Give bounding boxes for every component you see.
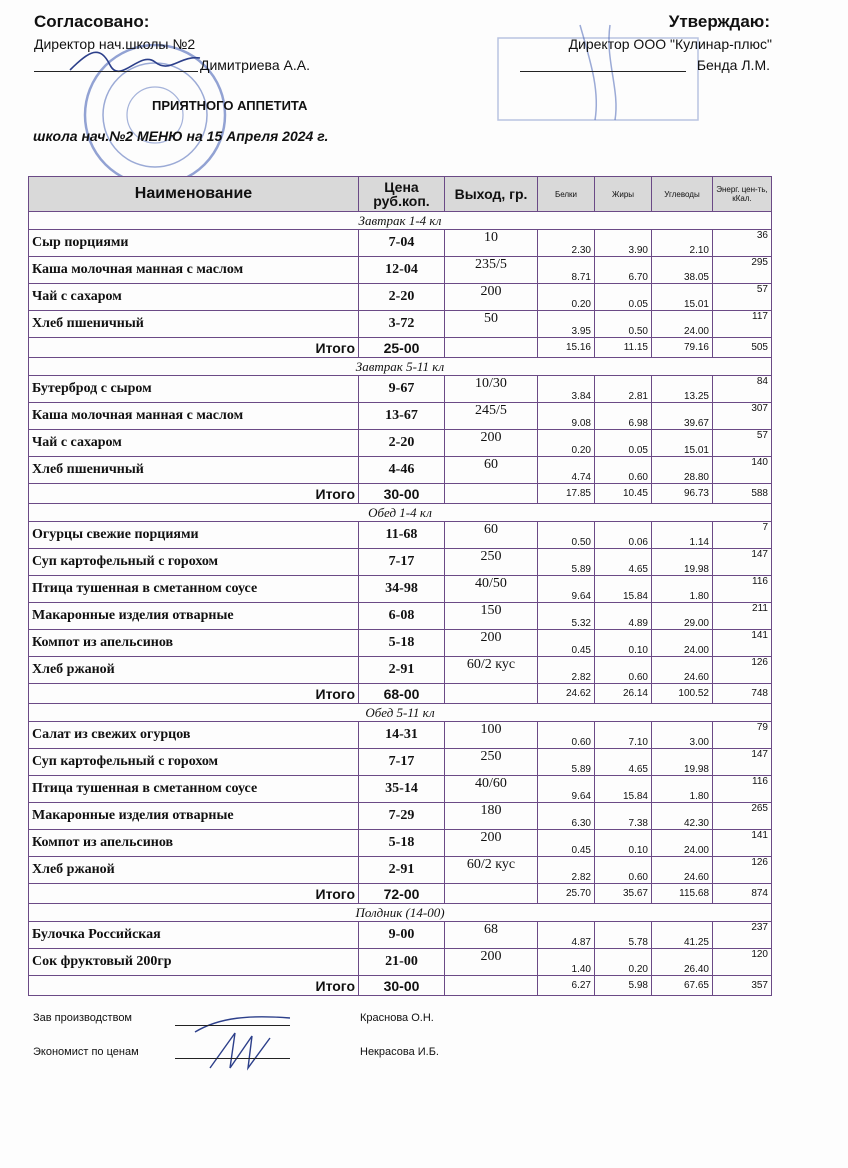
carbs: 24.60 — [652, 857, 713, 884]
section-title: Обед 5-11 кл — [29, 704, 772, 722]
fat: 0.20 — [595, 949, 652, 976]
fat: 3.90 — [595, 230, 652, 257]
total-fat: 35.67 — [595, 884, 652, 904]
price: 2-20 — [359, 430, 445, 457]
price: 9-67 — [359, 376, 445, 403]
price: 34-98 — [359, 576, 445, 603]
footer-name-1: Краснова О.Н. — [360, 1012, 434, 1024]
total-protein: 6.27 — [538, 976, 595, 996]
energy: 36 — [713, 230, 772, 257]
total-fat: 26.14 — [595, 684, 652, 704]
approval-left-title: Согласовано: — [34, 12, 150, 31]
carbs: 1.80 — [652, 576, 713, 603]
total-fat: 5.98 — [595, 976, 652, 996]
footer-signature-line-1 — [175, 1025, 290, 1026]
carbs: 13.25 — [652, 376, 713, 403]
yield: 68 — [445, 922, 538, 949]
carbs: 24.60 — [652, 657, 713, 684]
protein: 0.20 — [538, 284, 595, 311]
energy: 265 — [713, 803, 772, 830]
yield: 50 — [445, 311, 538, 338]
dish-name: Бутерброд с сыром — [29, 376, 359, 403]
dish-name: Чай с сахаром — [29, 430, 359, 457]
price: 14-31 — [359, 722, 445, 749]
energy: 116 — [713, 576, 772, 603]
approval-left-position: Директор нач.школы №2 — [34, 36, 196, 52]
protein: 9.64 — [538, 776, 595, 803]
fat: 0.50 — [595, 311, 652, 338]
protein: 6.30 — [538, 803, 595, 830]
energy: 126 — [713, 857, 772, 884]
yield: 60 — [445, 522, 538, 549]
yield: 200 — [445, 430, 538, 457]
column-header-protein: Белки — [538, 177, 595, 212]
table-row — [29, 230, 772, 257]
energy: 141 — [713, 830, 772, 857]
protein: 5.89 — [538, 749, 595, 776]
energy: 307 — [713, 403, 772, 430]
carbs: 15.01 — [652, 284, 713, 311]
approval-right-position: Директор ООО "Кулинар-плюс" — [568, 36, 772, 52]
menu-title: школа нач.№2 МЕНЮ на 15 Апреля 2024 г. — [33, 128, 329, 144]
energy: 147 — [713, 549, 772, 576]
total-price: 30-00 — [359, 976, 445, 996]
total-carbs: 96.73 — [652, 484, 713, 504]
protein: 9.08 — [538, 403, 595, 430]
yield: 10 — [445, 230, 538, 257]
yield: 60 — [445, 457, 538, 484]
total-energy: 588 — [713, 484, 772, 504]
table-row — [29, 549, 772, 576]
table-row — [29, 722, 772, 749]
carbs: 42.30 — [652, 803, 713, 830]
table-row — [29, 749, 772, 776]
total-energy: 748 — [713, 684, 772, 704]
dish-name: Булочка Российская — [29, 922, 359, 949]
price: 2-20 — [359, 284, 445, 311]
fat: 7.10 — [595, 722, 652, 749]
total-energy: 505 — [713, 338, 772, 358]
section-row — [29, 904, 772, 922]
yield: 10/30 — [445, 376, 538, 403]
yield: 40/60 — [445, 776, 538, 803]
section-row — [29, 358, 772, 376]
energy: 57 — [713, 430, 772, 457]
total-row — [29, 484, 772, 504]
total-protein: 15.16 — [538, 338, 595, 358]
total-label: Итого — [29, 976, 359, 996]
total-yield-empty — [445, 976, 538, 996]
energy: 79 — [713, 722, 772, 749]
section-title: Завтрак 1-4 кл — [29, 212, 772, 230]
total-row — [29, 684, 772, 704]
total-label: Итого — [29, 884, 359, 904]
footer-label-2: Экономист по ценам — [33, 1046, 139, 1058]
table-row — [29, 803, 772, 830]
total-row — [29, 338, 772, 358]
carbs: 26.40 — [652, 949, 713, 976]
total-label: Итого — [29, 338, 359, 358]
protein: 9.64 — [538, 576, 595, 603]
table-row — [29, 457, 772, 484]
table-row — [29, 657, 772, 684]
yield: 250 — [445, 549, 538, 576]
table-row — [29, 776, 772, 803]
protein: 2.30 — [538, 230, 595, 257]
fat: 4.65 — [595, 549, 652, 576]
approval-right-name: Бенда Л.М. — [696, 57, 770, 73]
total-yield-empty — [445, 484, 538, 504]
price: 21-00 — [359, 949, 445, 976]
yield: 200 — [445, 630, 538, 657]
total-price: 72-00 — [359, 884, 445, 904]
carbs: 15.01 — [652, 430, 713, 457]
fat: 0.60 — [595, 857, 652, 884]
protein: 2.82 — [538, 657, 595, 684]
carbs: 38.05 — [652, 257, 713, 284]
table-header-row — [29, 177, 772, 212]
fat: 6.98 — [595, 403, 652, 430]
energy: 57 — [713, 284, 772, 311]
carbs: 29.00 — [652, 603, 713, 630]
total-price: 30-00 — [359, 484, 445, 504]
table-row — [29, 576, 772, 603]
signature-foot-2 — [190, 1028, 300, 1073]
fat: 15.84 — [595, 576, 652, 603]
section-row — [29, 704, 772, 722]
fat: 0.06 — [595, 522, 652, 549]
menu-table — [28, 176, 772, 996]
dish-name: Макаронные изделия отварные — [29, 803, 359, 830]
dish-name: Компот из апельсинов — [29, 630, 359, 657]
carbs: 24.00 — [652, 311, 713, 338]
yield: 60/2 кус — [445, 857, 538, 884]
dish-name: Птица тушенная в сметанном соусе — [29, 776, 359, 803]
energy: 141 — [713, 630, 772, 657]
dish-name: Макаронные изделия отварные — [29, 603, 359, 630]
price: 7-04 — [359, 230, 445, 257]
column-header-carbs: Углеводы — [652, 177, 713, 212]
yield: 150 — [445, 603, 538, 630]
yield: 200 — [445, 830, 538, 857]
table-row — [29, 311, 772, 338]
section-title: Обед 1-4 кл — [29, 504, 772, 522]
column-header-fat: Жиры — [595, 177, 652, 212]
table-row — [29, 922, 772, 949]
yield: 200 — [445, 949, 538, 976]
total-carbs: 79.16 — [652, 338, 713, 358]
total-protein: 17.85 — [538, 484, 595, 504]
carbs: 1.14 — [652, 522, 713, 549]
price: 2-91 — [359, 857, 445, 884]
dish-name: Сыр порциями — [29, 230, 359, 257]
carbs: 24.00 — [652, 630, 713, 657]
total-energy: 874 — [713, 884, 772, 904]
protein: 0.20 — [538, 430, 595, 457]
footer-label-1: Зав производством — [33, 1012, 132, 1024]
energy: 117 — [713, 311, 772, 338]
yield: 60/2 кус — [445, 657, 538, 684]
motto: ПРИЯТНОГО АППЕТИТА — [152, 98, 308, 113]
table-row — [29, 830, 772, 857]
total-row — [29, 976, 772, 996]
table-row — [29, 376, 772, 403]
fat: 15.84 — [595, 776, 652, 803]
total-yield-empty — [445, 684, 538, 704]
energy: 84 — [713, 376, 772, 403]
carbs: 19.98 — [652, 549, 713, 576]
column-header-name: Наименование — [29, 177, 359, 212]
protein: 0.50 — [538, 522, 595, 549]
total-row — [29, 884, 772, 904]
table-row — [29, 522, 772, 549]
table-row — [29, 603, 772, 630]
fat: 4.65 — [595, 749, 652, 776]
carbs: 41.25 — [652, 922, 713, 949]
fat: 0.60 — [595, 457, 652, 484]
price: 9-00 — [359, 922, 445, 949]
total-carbs: 67.65 — [652, 976, 713, 996]
energy: 116 — [713, 776, 772, 803]
yield: 235/5 — [445, 257, 538, 284]
total-label: Итого — [29, 484, 359, 504]
protein: 2.82 — [538, 857, 595, 884]
price: 5-18 — [359, 630, 445, 657]
column-header-price: Цена руб.коп. — [359, 177, 445, 212]
fat: 7.38 — [595, 803, 652, 830]
price: 2-91 — [359, 657, 445, 684]
protein: 3.84 — [538, 376, 595, 403]
protein: 0.45 — [538, 630, 595, 657]
protein: 0.60 — [538, 722, 595, 749]
protein: 8.71 — [538, 257, 595, 284]
energy: 126 — [713, 657, 772, 684]
table-row — [29, 430, 772, 457]
signature-line-left — [34, 71, 198, 72]
carbs: 2.10 — [652, 230, 713, 257]
table-row — [29, 284, 772, 311]
fat: 0.10 — [595, 630, 652, 657]
dish-name: Хлеб пшеничный — [29, 457, 359, 484]
section-title: Полдник (14-00) — [29, 904, 772, 922]
dish-name: Хлеб ржаной — [29, 657, 359, 684]
section-row — [29, 504, 772, 522]
dish-name: Огурцы свежие порциями — [29, 522, 359, 549]
approval-left-name: Димитриева А.А. — [200, 57, 310, 73]
total-fat: 11.15 — [595, 338, 652, 358]
yield: 245/5 — [445, 403, 538, 430]
protein: 4.74 — [538, 457, 595, 484]
yield: 200 — [445, 284, 538, 311]
dish-name: Компот из апельсинов — [29, 830, 359, 857]
fat: 6.70 — [595, 257, 652, 284]
protein: 0.45 — [538, 830, 595, 857]
price: 5-18 — [359, 830, 445, 857]
section-title: Завтрак 5-11 кл — [29, 358, 772, 376]
price: 13-67 — [359, 403, 445, 430]
price: 35-14 — [359, 776, 445, 803]
energy: 237 — [713, 922, 772, 949]
total-price: 68-00 — [359, 684, 445, 704]
yield: 250 — [445, 749, 538, 776]
dish-name: Чай с сахаром — [29, 284, 359, 311]
yield: 100 — [445, 722, 538, 749]
dish-name: Суп картофельный с горохом — [29, 549, 359, 576]
dish-name: Каша молочная манная с маслом — [29, 257, 359, 284]
dish-name: Хлеб пшеничный — [29, 311, 359, 338]
section-row — [29, 212, 772, 230]
yield: 180 — [445, 803, 538, 830]
price: 7-17 — [359, 749, 445, 776]
fat: 0.10 — [595, 830, 652, 857]
price: 11-68 — [359, 522, 445, 549]
total-protein: 24.62 — [538, 684, 595, 704]
protein: 1.40 — [538, 949, 595, 976]
dish-name: Салат из свежих огурцов — [29, 722, 359, 749]
total-label: Итого — [29, 684, 359, 704]
protein: 4.87 — [538, 922, 595, 949]
signature-line-right — [520, 71, 686, 72]
price: 6-08 — [359, 603, 445, 630]
fat: 0.05 — [595, 430, 652, 457]
footer-signature-line-2 — [175, 1058, 290, 1059]
approval-right-title: Утверждаю: — [668, 12, 770, 31]
carbs: 3.00 — [652, 722, 713, 749]
protein: 5.32 — [538, 603, 595, 630]
price: 3-72 — [359, 311, 445, 338]
carbs: 19.98 — [652, 749, 713, 776]
price: 7-17 — [359, 549, 445, 576]
price: 4-46 — [359, 457, 445, 484]
total-fat: 10.45 — [595, 484, 652, 504]
total-carbs: 115.68 — [652, 884, 713, 904]
total-price: 25-00 — [359, 338, 445, 358]
table-row — [29, 257, 772, 284]
energy: 140 — [713, 457, 772, 484]
total-carbs: 100.52 — [652, 684, 713, 704]
table-row — [29, 630, 772, 657]
total-yield-empty — [445, 338, 538, 358]
dish-name: Птица тушенная в сметанном соусе — [29, 576, 359, 603]
carbs: 28.80 — [652, 457, 713, 484]
protein: 5.89 — [538, 549, 595, 576]
dish-name: Хлеб ржаной — [29, 857, 359, 884]
total-protein: 25.70 — [538, 884, 595, 904]
total-energy: 357 — [713, 976, 772, 996]
dish-name: Каша молочная манная с маслом — [29, 403, 359, 430]
fat: 0.05 — [595, 284, 652, 311]
dish-name: Сок фруктовый 200гр — [29, 949, 359, 976]
carbs: 24.00 — [652, 830, 713, 857]
carbs: 39.67 — [652, 403, 713, 430]
total-yield-empty — [445, 884, 538, 904]
dish-name: Суп картофельный с горохом — [29, 749, 359, 776]
table-row — [29, 403, 772, 430]
energy: 211 — [713, 603, 772, 630]
energy: 120 — [713, 949, 772, 976]
table-row — [29, 949, 772, 976]
column-header-yield: Выход, гр. — [445, 177, 538, 212]
energy: 295 — [713, 257, 772, 284]
footer-name-2: Некрасова И.Б. — [360, 1046, 439, 1058]
fat: 5.78 — [595, 922, 652, 949]
column-header-energy: Энерг. цен-ть, кКал. — [713, 177, 772, 212]
carbs: 1.80 — [652, 776, 713, 803]
price: 7-29 — [359, 803, 445, 830]
energy: 147 — [713, 749, 772, 776]
fat: 2.81 — [595, 376, 652, 403]
price: 12-04 — [359, 257, 445, 284]
yield: 40/50 — [445, 576, 538, 603]
fat: 4.89 — [595, 603, 652, 630]
protein: 3.95 — [538, 311, 595, 338]
energy: 7 — [713, 522, 772, 549]
menu-body — [29, 212, 772, 996]
fat: 0.60 — [595, 657, 652, 684]
table-row — [29, 857, 772, 884]
